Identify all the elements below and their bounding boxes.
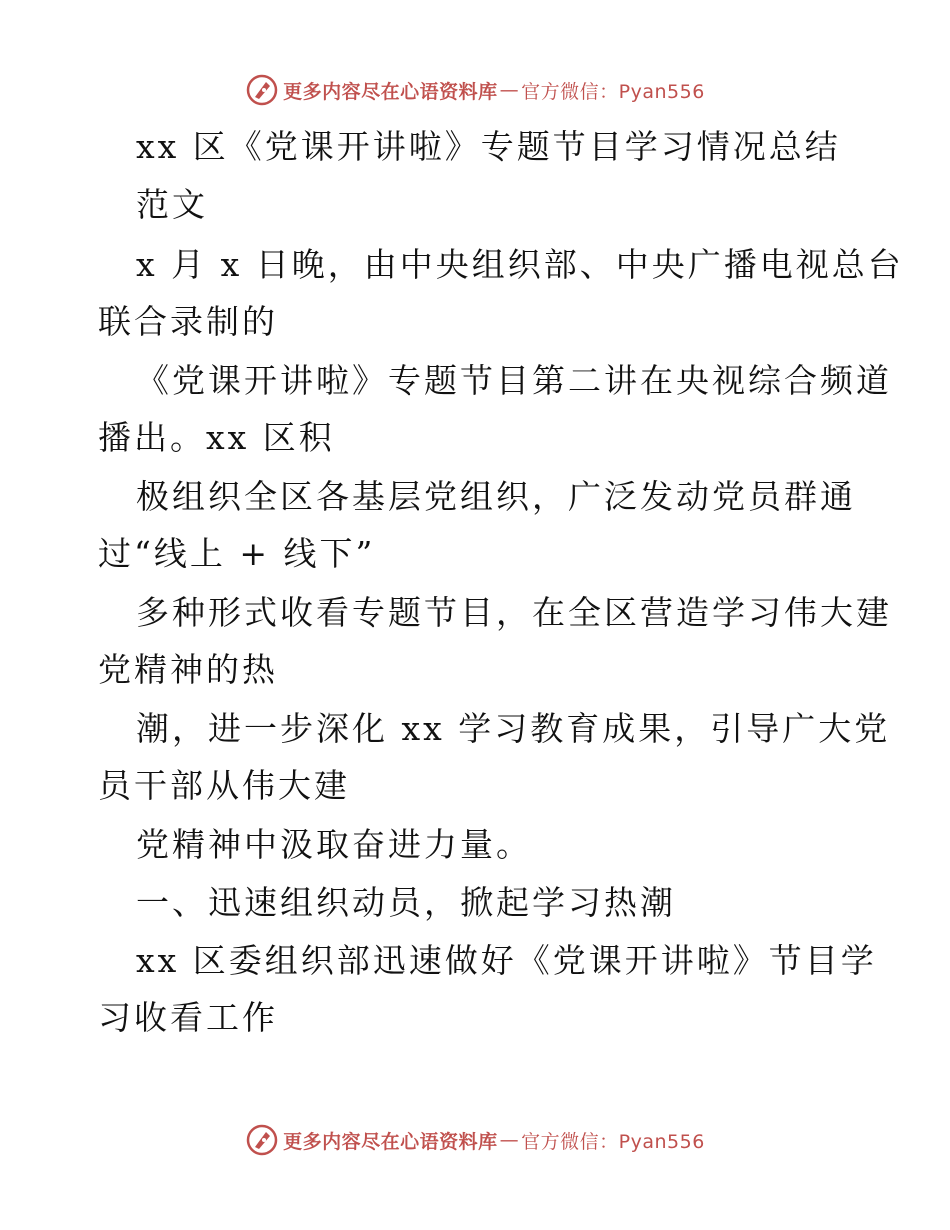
paragraph-line: x 月 x 日晚，由中央组织部、中央广播电视总台 <box>136 245 904 284</box>
paragraph-line: 联合录制的 <box>98 302 278 341</box>
document-title-line-2: 范文 <box>136 185 208 224</box>
paragraph-line: xx 区委组织部迅速做好《党课开讲啦》节目学 <box>136 941 877 980</box>
banner-wechat-text: 官方微信：Pyan556 <box>521 1130 705 1153</box>
paragraph-line: 潮，进一步深化 xx 学习教育成果，引导广大党 <box>136 709 891 748</box>
banner-wechat-text: 官方微信：Pyan556 <box>521 80 705 103</box>
paragraph-line: 党精神的热 <box>98 650 278 689</box>
footer-watermark-banner <box>0 1120 950 1160</box>
paragraph-line: 习收看工作 <box>98 998 278 1037</box>
paragraph-line: 极组织全区各基层党组织，广泛发动党员群通 <box>136 477 856 516</box>
section-heading: 一、迅速组织动员，掀起学习热潮 <box>136 883 676 922</box>
document-title-line-1: xx 区《党课开讲啦》专题节目学习情况总结 <box>136 127 841 166</box>
paragraph-line: 员干部从伟大建 <box>98 766 350 805</box>
pen-nib-logo-icon <box>245 1123 279 1157</box>
banner-brand-text: 更多内容尽在心语资料库 <box>283 80 498 103</box>
banner-dash: — <box>499 1129 520 1151</box>
paragraph-line: 播出。xx 区积 <box>98 418 335 457</box>
paragraph-line: 多种形式收看专题节目，在全区营造学习伟大建 <box>136 593 892 632</box>
banner-dash: — <box>499 79 520 101</box>
banner-brand-text: 更多内容尽在心语资料库 <box>283 1130 498 1153</box>
pen-nib-logo-icon <box>245 73 279 107</box>
paragraph-line: 过“线上 + 线下” <box>98 534 376 573</box>
header-watermark-banner <box>0 70 950 110</box>
paragraph-line: 党精神中汲取奋进力量。 <box>136 825 532 864</box>
paragraph-line: 《党课开讲啦》专题节目第二讲在央视综合频道 <box>136 361 892 400</box>
